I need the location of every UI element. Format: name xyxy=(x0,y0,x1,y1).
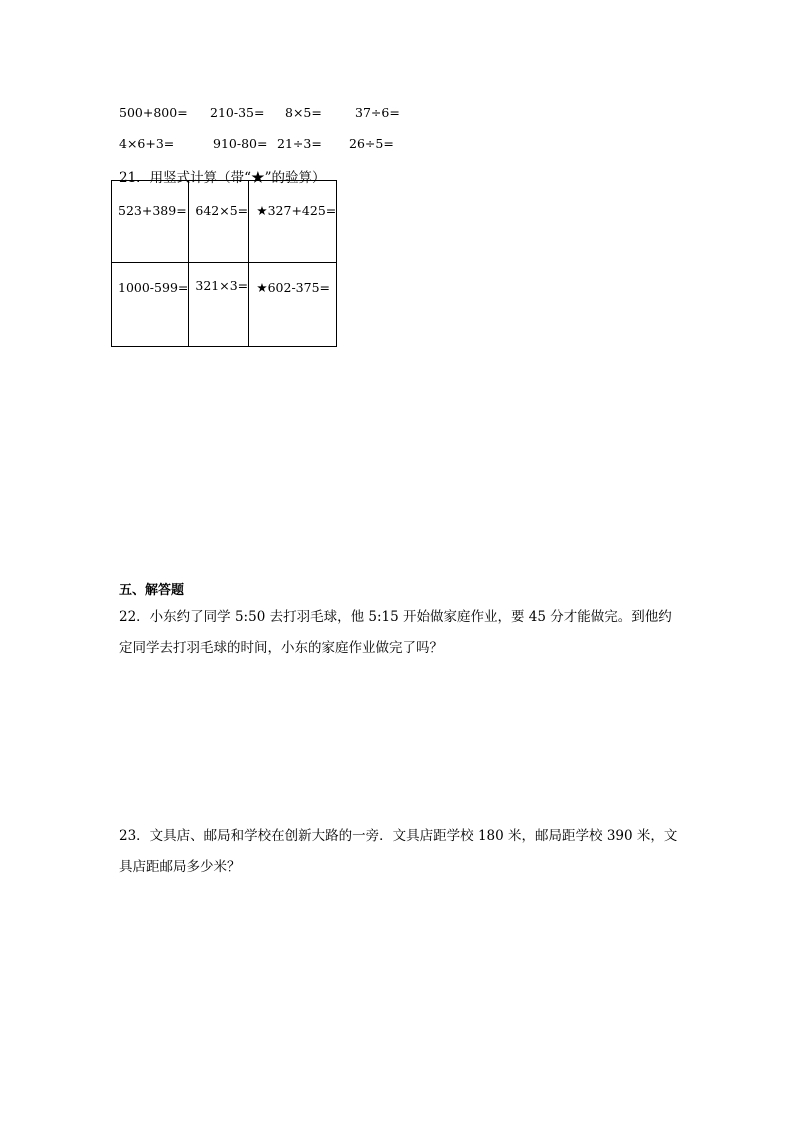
question-22-line-1: 22．小东约了同学 5:50 去打羽毛球，他 5:15 开始做家庭作业，要 45 分才能做完。到他约 xyxy=(119,609,672,625)
table-cell[interactable] xyxy=(112,263,189,347)
table-cell[interactable] xyxy=(249,181,337,263)
table-cell[interactable] xyxy=(249,263,337,347)
oral-calc-8: 26÷5= xyxy=(349,136,394,151)
calc-expression: 523+389= xyxy=(118,203,187,218)
oral-calc-2: 210-35= xyxy=(210,105,265,120)
question-22-line-2: 定同学去打羽毛球的时间，小东的家庭作业做完了吗？ xyxy=(119,640,443,656)
table-cell[interactable] xyxy=(112,181,189,263)
calc-expression: 642×5= xyxy=(195,203,249,218)
table-row xyxy=(112,181,337,263)
question-23-line-1: 23．文具店、邮局和学校在创新大路的一旁．文具店距学校 180 米，邮局距学校 390 米，文 xyxy=(119,828,678,844)
question-23-line-2: 具店距邮局多少米？ xyxy=(119,859,241,875)
oral-calc-3: 8×5= xyxy=(285,105,322,120)
vertical-calc-table xyxy=(111,180,337,347)
oral-calc-6: 910-80= xyxy=(213,136,268,151)
table-cell[interactable] xyxy=(189,263,249,347)
calc-expression: 1000-599= xyxy=(118,280,189,295)
table-cell[interactable] xyxy=(189,181,249,263)
question-21-title: 21．用竖式计算（带“★”的验算） xyxy=(119,170,326,186)
section-heading: 五、解答题 xyxy=(119,583,185,598)
oral-calc-4: 37÷6= xyxy=(355,105,400,120)
oral-calc-7: 21÷3= xyxy=(277,136,322,151)
oral-calc-1: 500+800= xyxy=(119,105,188,120)
table-row xyxy=(112,263,337,347)
calc-expression: ★327+425= xyxy=(256,203,337,218)
oral-calc-5: 4×6+3= xyxy=(119,136,175,151)
calc-expression: ★602-375= xyxy=(256,280,330,295)
calc-expression: 321×3= xyxy=(195,278,249,293)
